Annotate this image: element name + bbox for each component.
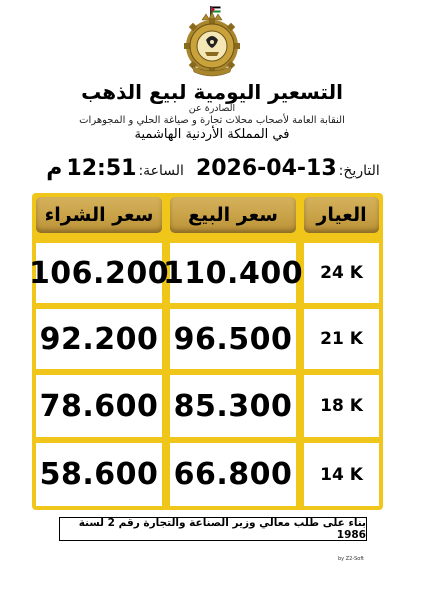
row-24k-karat: 24 K bbox=[304, 243, 379, 303]
country-text: في المملكة الأردنية الهاشمية bbox=[134, 127, 290, 142]
header-karat: العيار bbox=[304, 197, 379, 233]
row-21k-karat: 21 K bbox=[304, 309, 379, 369]
date-value: 2026-04-13 bbox=[195, 156, 337, 181]
union-emblem-icon bbox=[180, 6, 244, 78]
union-name-text: النقابة العامة لأصحاب محلات تجارة و صياغة الحلي و المجوهرات bbox=[79, 115, 345, 126]
time-label: الساعة: bbox=[138, 163, 184, 179]
row-21k-sell: 96.500 bbox=[170, 309, 296, 369]
gold-price-table bbox=[28, 193, 383, 510]
date-time-line bbox=[40, 156, 384, 186]
issued-by-text: الصادرة عن bbox=[188, 103, 236, 114]
row-14k-karat: 14 K bbox=[304, 443, 379, 506]
row-18k-sell: 85.300 bbox=[170, 375, 296, 437]
header-buy-price: سعر الشراء bbox=[36, 197, 162, 233]
header-sell-price: سعر البيع bbox=[170, 197, 296, 233]
page-title: التسعير اليومية لبيع الذهب bbox=[81, 80, 343, 104]
row-14k-sell: 66.800 bbox=[170, 443, 296, 506]
ministry-note: بناء على طلب معالي وزير الصناعة والتجارة رقم 2 لسنة 1986 bbox=[59, 517, 367, 541]
row-24k-sell: 110.400 bbox=[170, 243, 296, 303]
row-18k-karat: 18 K bbox=[304, 375, 379, 437]
time-period: م bbox=[46, 156, 63, 181]
software-credit: by Z2-Soft bbox=[338, 556, 364, 562]
row-21k-buy: 92.200 bbox=[36, 309, 162, 369]
time-value: 12:51 bbox=[66, 156, 137, 181]
date-label: التاريخ: bbox=[338, 163, 380, 179]
row-18k-buy: 78.600 bbox=[36, 375, 162, 437]
row-14k-buy: 58.600 bbox=[36, 443, 162, 506]
row-24k-buy: 106.200 bbox=[36, 243, 162, 303]
